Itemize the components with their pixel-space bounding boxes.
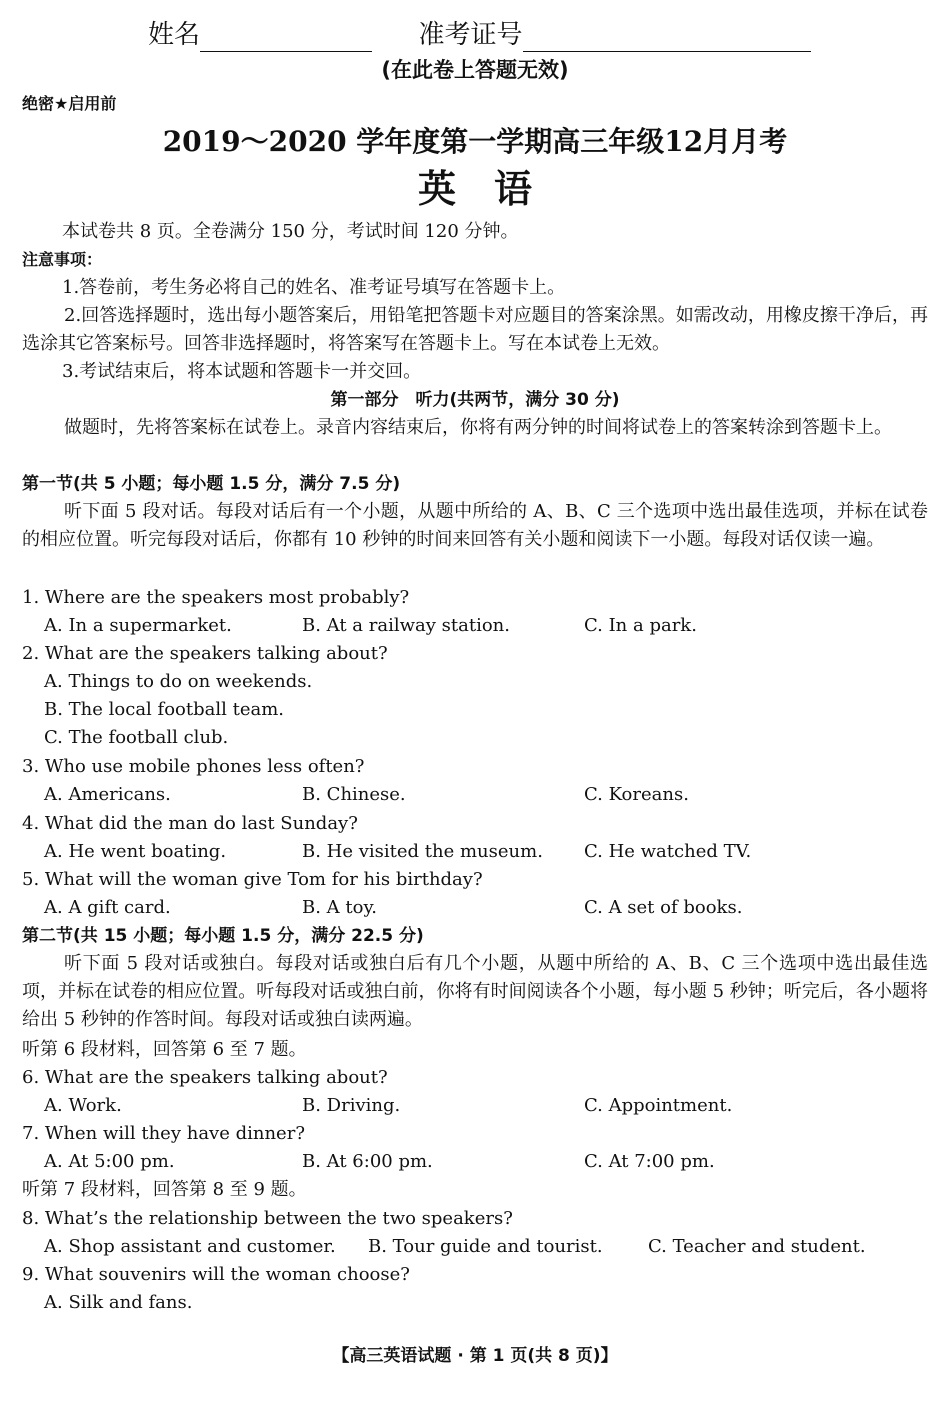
question-5-option-b: B. A toy. [302, 897, 377, 918]
question-1-stem: 1. Where are the speakers most probably? [22, 587, 410, 608]
question-3-option-b: B. Chinese. [302, 784, 406, 805]
question-5-stem: 5. What will the woman give Tom for his birthday? [22, 869, 483, 890]
material-7-note: 听第 7 段材料，回答第 8 至 9 题。 [22, 1179, 307, 1200]
material-6-note: 听第 6 段材料，回答第 6 至 7 题。 [22, 1039, 307, 1060]
question-2-option-b: B. The local football team. [44, 699, 284, 720]
invalid-note: (在此卷上答题无效) [381, 58, 569, 82]
question-7-stem: 7. When will they have dinner? [22, 1123, 305, 1144]
question-9-option-a: A. Silk and fans. [44, 1292, 193, 1313]
question-4-stem: 4. What did the man do last Sunday? [22, 813, 358, 834]
question-4-option-b: B. He visited the museum. [302, 841, 543, 862]
ticket-blank [523, 25, 811, 52]
question-7-option-a: A. At 5:00 pm. [44, 1151, 175, 1172]
name-blank [200, 25, 372, 52]
question-1-option-a: A. In a supermarket. [44, 615, 232, 636]
notice-item-3: 3.考试结束后，将本试题和答题卡一并交回。 [62, 361, 422, 382]
question-8-stem: 8. What’s the relationship between the two speakers? [22, 1208, 513, 1229]
exam-title: 2019～2020 学年度第一学期高三年级12月月考 [162, 125, 788, 158]
name-label: 姓名 [148, 20, 201, 50]
question-6-option-c: C. Appointment. [584, 1095, 733, 1116]
question-3-option-a: A. Americans. [44, 784, 171, 805]
notice-item-1: 1.答卷前，考生务必将自己的姓名、准考证号填写在答题卡上。 [62, 277, 566, 298]
question-3-stem: 3. Who use mobile phones less often? [22, 756, 365, 777]
question-5-option-c: C. A set of books. [584, 897, 743, 918]
section1-heading: 第一节(共 5 小题；每小题 1.5 分，满分 7.5 分) [22, 474, 401, 494]
question-8-option-c: C. Teacher and student. [648, 1236, 866, 1257]
question-4-option-c: C. He watched TV. [584, 841, 752, 862]
question-2-option-c: C. The football club. [44, 727, 229, 748]
question-1-option-b: B. At a railway station. [302, 615, 510, 636]
question-2-option-a: A. Things to do on weekends. [44, 671, 313, 692]
question-7-option-b: B. At 6:00 pm. [302, 1151, 433, 1172]
notice-heading: 注意事项： [22, 250, 103, 269]
page-footer: 【高三英语试题 · 第 1 页(共 8 页)】 [332, 1346, 618, 1366]
notice-item-2: 2.回答选择题时，选出每小题答案后，用铅笔把答题卡对应题目的答案涂黑。如需改动，用橡皮擦干净后，再选涂其它答案标号。回答非选择题时，将答案写在答题卡上。写在本试卷上无效。 [22, 305, 928, 354]
question-2-stem: 2. What are the speakers talking about? [22, 643, 388, 664]
question-4-option-a: A. He went boating. [44, 841, 227, 862]
question-9-stem: 9. What souvenirs will the woman choose? [22, 1264, 410, 1285]
secret-tag: 绝密★启用前 [22, 94, 117, 113]
section2-heading: 第二节(共 15 小题；每小题 1.5 分，满分 22.5 分) [22, 926, 424, 946]
part1-instructions: 做题时，先将答案标在试卷上。录音内容结束后，你将有两分钟的时间将试卷上的答案转涂到答题卡上。 [64, 417, 892, 438]
question-8-option-a: A. Shop assistant and customer. [44, 1236, 336, 1257]
question-1-option-c: C. In a park. [584, 615, 697, 636]
question-7-option-c: C. At 7:00 pm. [584, 1151, 715, 1172]
question-6-option-b: B. Driving. [302, 1095, 401, 1116]
section1-instructions: 听下面 5 段对话。每段对话后有一个小题，从题中所给的 A、B、C 三个选项中选出最佳选项，并标在试卷的相应位置。听完每段对话后，你都有 10 秒钟的时间来回答有关小题和阅读下一小题。每段对话仅读一遍。 [22, 501, 928, 550]
ticket-label: 准考证号 [418, 20, 523, 50]
part1-heading: 第一部分 听力(共两节，满分 30 分) [330, 390, 620, 410]
question-6-stem: 6. What are the speakers talking about? [22, 1067, 388, 1088]
subject-title: 英 语 [417, 167, 532, 211]
candidate-info-header [148, 18, 811, 52]
question-3-option-c: C. Koreans. [584, 784, 689, 805]
intro-text: 本试卷共 8 页。全卷满分 150 分，考试时间 120 分钟。 [62, 221, 519, 242]
question-8-option-b: B. Tour guide and tourist. [368, 1236, 603, 1257]
question-6-option-a: A. Work. [44, 1095, 122, 1116]
section2-instructions: 听下面 5 段对话或独白。每段对话或独白后有几个小题，从题中所给的 A、B、C 三个选项中选出最佳选项，并标在试卷的相应位置。听每段对话或独白前，你将有时间阅读各个小题，每小题 5 秒钟；听完后，各小题将给出 5 秒钟的作答时间。每段对话或独白读两遍。 [22, 953, 928, 1030]
question-5-option-a: A. A gift card. [44, 897, 171, 918]
